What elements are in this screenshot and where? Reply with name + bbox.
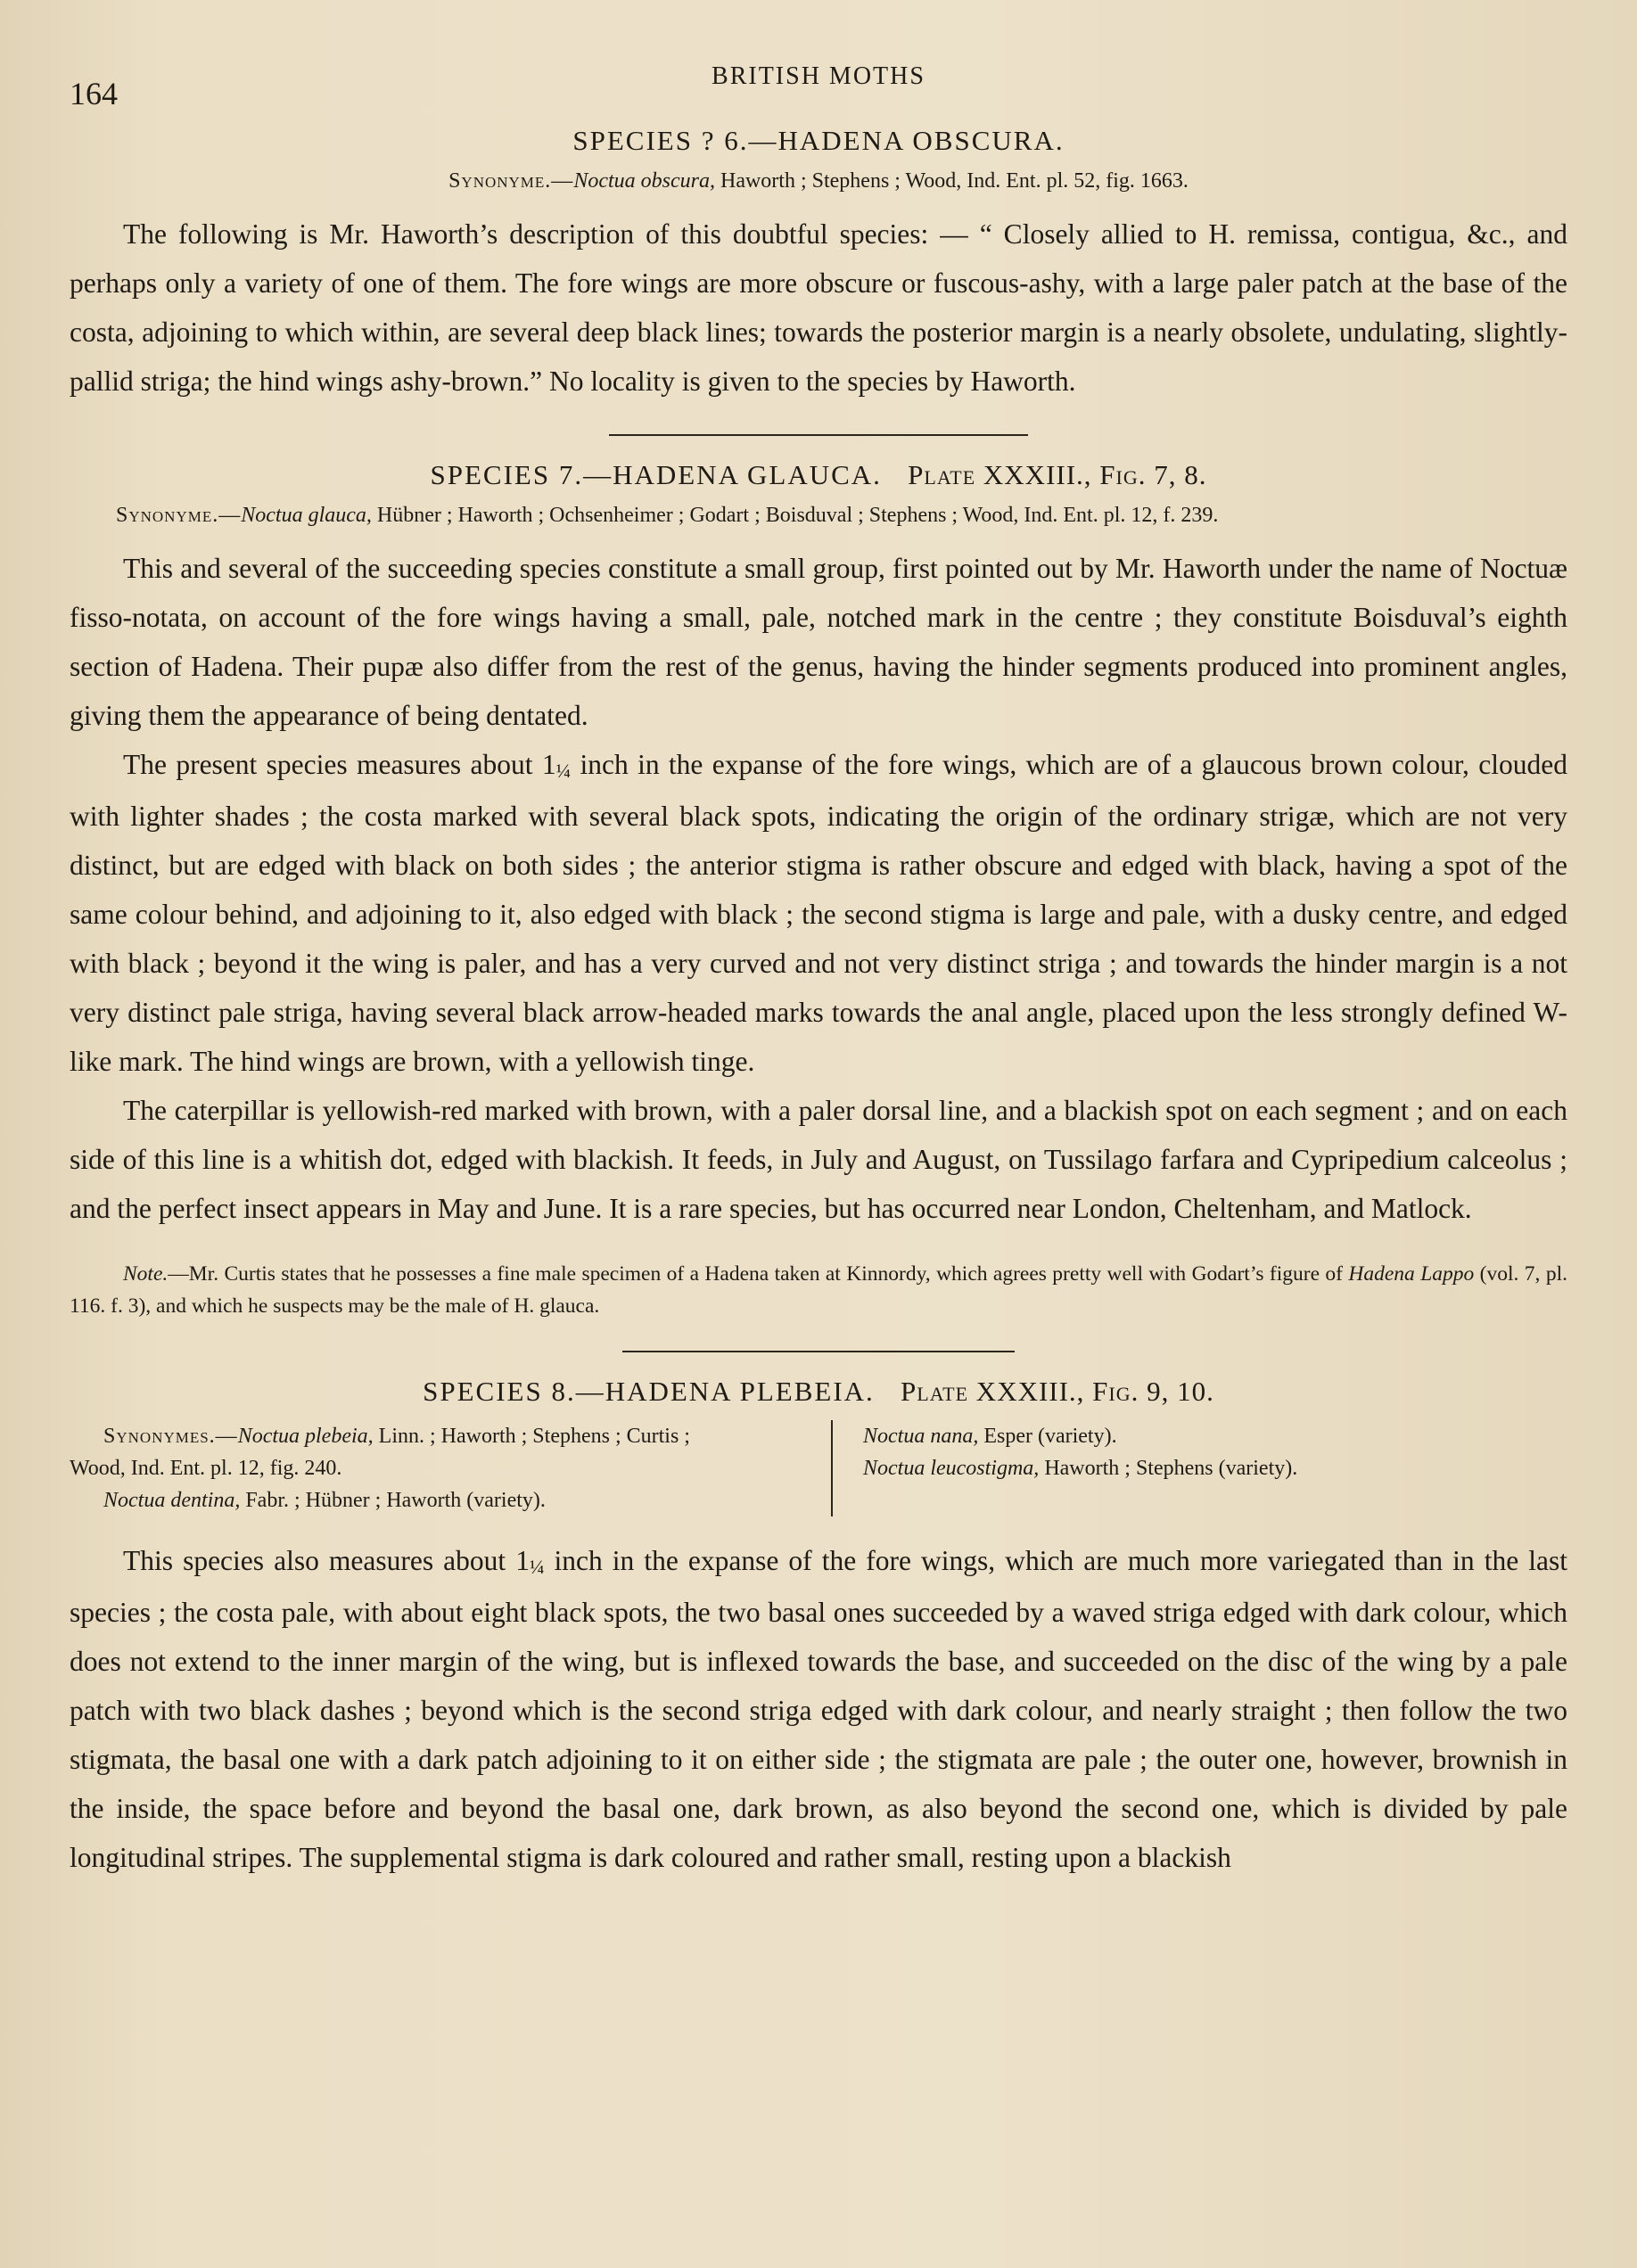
species-8-synonymes bbox=[70, 1420, 1567, 1516]
species-7-paragraph-2 bbox=[70, 740, 1567, 1086]
species-6-paragraph: The following is Mr. Haworth’s description of this doubtful species: — “ Closely allied to H. remissa, contigua, &c., and perhaps only a variety of one of them. The fore wings are more obscure or fuscous-ashy, with a large paler patch at the base of the costa, adjoining to which within, are several deep black lines; towards the posterior margin is a nearly obsolete, undulating, slightly-pallid striga; the hind wings ashy-brown.” No locality is given to the species by Haworth. bbox=[70, 218, 1567, 397]
synonyme-rest: Esper (variety). bbox=[978, 1425, 1117, 1448]
section-divider bbox=[609, 434, 1028, 436]
species-6-synonyme bbox=[70, 169, 1567, 193]
synonyme-name: Noctua glauca, bbox=[241, 504, 372, 527]
synonyme-line: Wood, Ind. Ent. pl. 12, fig. 240. bbox=[70, 1457, 342, 1480]
synonymes-label: Synonymes.— bbox=[103, 1425, 238, 1448]
section-divider bbox=[622, 1351, 1015, 1352]
note-italic: Hadena Lappo bbox=[1348, 1262, 1475, 1286]
synonymes-right-column bbox=[833, 1420, 1297, 1516]
page-number: 164 bbox=[70, 76, 118, 111]
species-7-heading bbox=[70, 459, 1567, 491]
note-label: Note. bbox=[123, 1262, 169, 1286]
note-text-a: —Mr. Curtis states that he possesses a fine male specimen of a Hadena taken at Kinnordy, which agrees pretty well with Godart’s figure of bbox=[168, 1262, 1349, 1286]
paragraph-rest: inch in the expanse of the fore wings, which are much more variegated than in the last species ; the costa pale, with about eight black spots, the two basal ones succeeded by a waved striga edged with dark colour, which does not extend to the inner margin of the wing, but is inflexed towards the base, and succeeded on the disc of the wing by a pale patch with two black dashes ; beyond which is the second striga edged with dark colour, and nearly straight ; then follow the two stigmata, the basal one with a dark patch adjoining to it on either side ; the stigmata are pale ; the outer one, however, brownish in the inside, the space before and beyond the basal one, dark brown, as also beyond the second one, which is divided by pale longitudinal stripes. The supplemental stigma is dark coloured and rather small, resting upon a blackish bbox=[70, 1545, 1567, 1873]
paragraph-start: The present species measures about 1 bbox=[123, 749, 556, 780]
species-8-paragraph bbox=[70, 1536, 1567, 1882]
synonyme-rest: Fabr. ; Hübner ; Haworth (variety). bbox=[240, 1489, 546, 1512]
species-8-title: SPECIES 8.—HADENA PLEBEIA. bbox=[423, 1376, 875, 1407]
species-7-paragraph-3: The caterpillar is yellowish-red marked with brown, with a paler dorsal line, and a blackish spot on each segment ; and on each side of this line is a whitish dot, edged with blackish. It feeds, in July and August, on Tussilago farfara and Cypripedium calceolus ; and the perfect insect appears in May and June. It is a rare species, but has occurred near London, Cheltenham, and Matlock. bbox=[70, 1095, 1567, 1224]
species-6-heading: SPECIES ? 6.—HADENA OBSCURA. bbox=[572, 125, 1065, 156]
synonyme-name: Noctua dentina, bbox=[103, 1489, 241, 1512]
synonyme-line bbox=[70, 1484, 810, 1516]
running-header bbox=[70, 62, 1567, 111]
paragraph-rest: inch in the expanse of the fore wings, which are of a glaucous brown colour, clouded with lighter shades ; the costa marked with several black spots, indicating the origin of the ordinary strigæ, which are not very distinct, but are edged with black on both sides ; the anterior stigma is rather obscure and edged with black, having a spot of the same colour behind, and adjoining to it, also edged with black ; the second stigma is large and pale, with a dusky centre, and edged with black ; beyond it the wing is paler, and has a very curved and not very distinct striga ; and towards the hinder margin is a not very distinct pale striga, having several black arrow-headed marks towards the anal angle, placed upon the less strongly defined W-like mark. The hind wings are brown, with a yellowish tinge. bbox=[70, 749, 1567, 1077]
synonyme-rest: Linn. ; Haworth ; Stephens ; Curtis ; bbox=[373, 1425, 690, 1448]
fraction: ¼ bbox=[529, 1556, 545, 1578]
synonyme-name: Noctua plebeia, bbox=[237, 1425, 374, 1448]
synonyme-label: Synonyme.— bbox=[448, 169, 574, 193]
running-title: BRITISH MOTHS bbox=[712, 62, 925, 90]
species-8-heading bbox=[70, 1376, 1567, 1408]
species-7-title: SPECIES 7.—HADENA GLAUCA. bbox=[430, 459, 882, 490]
synonyme-name: Noctua nana, bbox=[863, 1425, 979, 1448]
synonyme-line bbox=[863, 1452, 1297, 1484]
synonyme-rest: Haworth ; Stephens (variety). bbox=[1039, 1457, 1298, 1480]
species-7-note bbox=[70, 1258, 1567, 1322]
paragraph-start: This species also measures about 1 bbox=[123, 1545, 530, 1576]
species-7-plate-ref: Plate XXXIII., Fig. 7, 8. bbox=[908, 459, 1207, 490]
synonymes-left-column bbox=[70, 1420, 833, 1516]
synonyme-rest: Hübner ; Haworth ; Ochsenheimer ; Godart ; Boisduval ; Stephens ; Wood, Ind. Ent. pl. 12, f. 239. bbox=[371, 504, 1219, 527]
synonyme-rest: Haworth ; Stephens ; Wood, Ind. Ent. pl. 52, fig. 1663. bbox=[714, 169, 1189, 193]
synonyme-line bbox=[863, 1420, 1297, 1452]
synonyme-label: Synonyme.— bbox=[116, 504, 242, 527]
species-8-plate-ref: Plate XXXIII., Fig. 9, 10. bbox=[901, 1376, 1214, 1407]
synonyme-line bbox=[70, 1420, 810, 1452]
synonyme-name: Noctua leucostigma, bbox=[863, 1457, 1040, 1480]
fraction: ¼ bbox=[555, 760, 572, 782]
species-7-synonyme bbox=[70, 504, 1567, 528]
note-text-b: (vol. 7, pl. 116. f. 3), and which he suspects may be the male of H. glauca. bbox=[70, 1262, 1567, 1318]
species-7-paragraph-1: This and several of the succeeding species constitute a small group, first pointed out by Mr. Haworth under the name of Noctuæ fisso-notata, on account of the fore wings having a small, pale, notched mark in the centre ; they constitute Boisduval’s eighth section of Hadena. Their pupæ also differ from the rest of the genus, having the hinder segments produced into prominent angles, giving them the appearance of being dentated. bbox=[70, 553, 1567, 731]
synonyme-name: Noctua obscura, bbox=[573, 169, 715, 193]
